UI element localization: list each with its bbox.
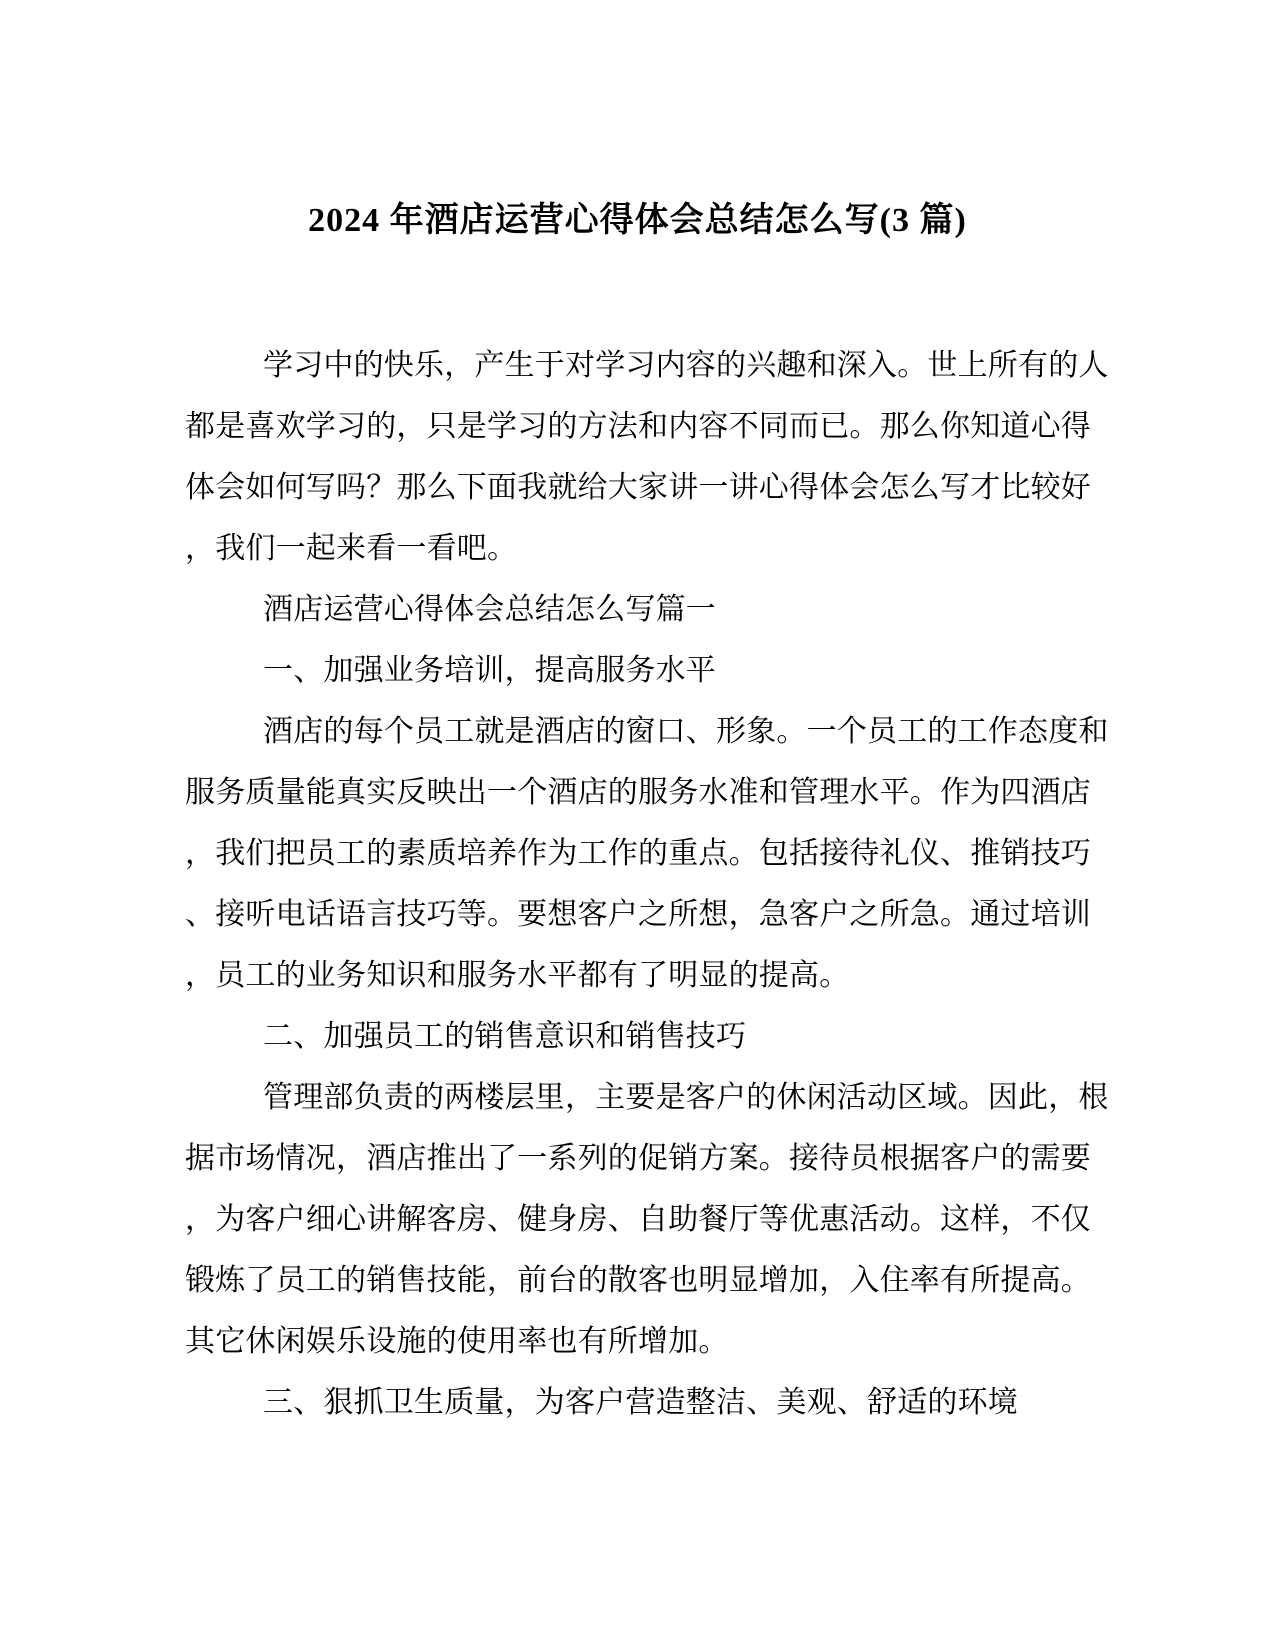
body-line: 管理部负责的两楼层里，主要是客户的休闲活动区域。因此，根: [263, 1081, 1109, 1114]
body-line: 二、加强员工的销售意识和销售技巧: [263, 1020, 747, 1053]
body-line: 、接听电话语言技巧等。要想客户之所想，急客户之所急。通过培训: [185, 898, 1091, 931]
document-title: 2024 年酒店运营心得体会总结怎么写(3 篇): [308, 202, 967, 239]
body-line: 一、加强业务培训，提高服务水平: [263, 654, 716, 687]
body-line: ，我们把员工的素质培养作为工作的重点。包括接待礼仪、推销技巧: [185, 837, 1091, 870]
body-line: 酒店的每个员工就是酒店的窗口、形象。一个员工的工作态度和: [263, 715, 1109, 748]
body-line: ，为客户细心讲解客房、健身房、自助餐厅等优惠活动。这样，不仅: [185, 1203, 1091, 1236]
body-line: ，员工的业务知识和服务水平都有了明显的提高。: [185, 959, 850, 992]
body-line: 三、狠抓卫生质量，为客户营造整洁、美观、舒适的环境: [263, 1386, 1018, 1419]
body-line: 其它休闲娱乐设施的使用率也有所增加。: [185, 1325, 729, 1358]
body-line: 都是喜欢学习的，只是学习的方法和内容不同而已。那么你知道心得: [185, 410, 1091, 443]
body-line: 锻炼了员工的销售技能，前台的散客也明显增加，入住率有所提高。: [185, 1264, 1091, 1297]
body-line: 服务质量能真实反映出一个酒店的服务水准和管理水平。作为四酒店: [185, 776, 1091, 809]
body-line: 学习中的快乐，产生于对学习内容的兴趣和深入。世上所有的人: [263, 349, 1109, 382]
body-line: 体会如何写吗？那么下面我就给大家讲一讲心得体会怎么写才比较好: [185, 471, 1091, 504]
body-line: ，我们一起来看一看吧。: [185, 532, 518, 565]
body-line: 据市场情况，酒店推出了一系列的促销方案。接待员根据客户的需要: [185, 1142, 1091, 1175]
document-body: [185, 335, 1109, 1433]
body-line: 酒店运营心得体会总结怎么写篇一: [263, 593, 716, 626]
